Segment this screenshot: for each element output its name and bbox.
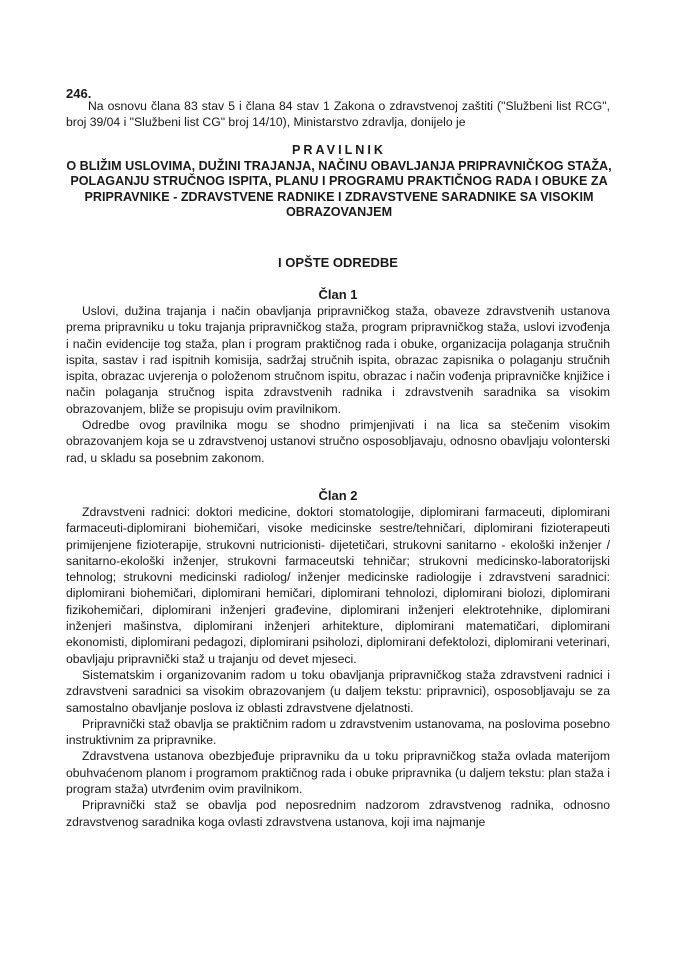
article-2-body — [66, 504, 610, 830]
article-2-paragraph: Zdravstveni radnici: doktori medicine, doktori stomatologije, diplomirani farmaceuti, diplomirani farmaceuti-diplomirani biohemičari, visoke medicinske sestre/tehničari, diplomirani fizioterapeuti primijenjene fizioterapije, strukovni nutricionisti- dijetetičari, strukovni sanitarno - ekološki inženjer / sanitarno-ekološki inženjer, strukovni farmaceutski tehničar; strukovni medicinsko-laboratorijski tehnolog; strukovni medicinski radiolog/ inženjer medicinske radiologije i zdravstveni saradnici: diplomirani biohemičari, diplomirani hemičari, diplomirani tehnolozi, diplomirani biolozi, diplomirani fizikohemičari, diplomirani inženjeri građevine, diplomirani inženjeri elektrotehnike, diplomirani inženjeri mašinstva, diplomirani inženjeri arhitekture, diplomirani matematičari, diplomirani ekonomisti, diplomirani pedagozi, diplomirani psiholozi, diplomirani defektolozi, diplomirani veterinari, obavljaju pripravnički staž u trajanju od devet mjeseci. — [66, 505, 610, 666]
article-1-heading: Član 1 — [318, 287, 358, 302]
article-1-paragraph: Odredbe ovog pravilnika mogu se shodno primjenjivati i na lica sa stečenim visokim obrazovanjem koja se u zdravstvenoj ustanovi stručno osposobljavaju, odnosno obavljaju volonterski rad, u skladu sa posebnim zakonom. — [66, 418, 610, 465]
article-2-paragraph: Pripravnički staž se obavlja pod neposrednim nadzorom zdravstvenog radnika, odnosno zdravstvenog saradnika koga ovlasti zdravstvena ustanova, koji ima najmanje — [66, 798, 610, 829]
article-1-body — [66, 303, 610, 466]
document-number: 246. — [66, 86, 92, 101]
article-1-paragraph: Uslovi, dužina trajanja i način obavljanja pripravničkog staža, obaveze zdravstvenih ustanova prema pripravniku u toku trajanja pripravničkog staža, program pripravničkog staža, uslovi izvođenja i način evidencije tog staža, plan i program praktičnog rada i obuke, organizacija polaganja stručnih ispita, sastav i rad ispitnih komisija, sadržaj stručnih ispita, obrazac zapisnika o polaganju stručnih ispita, obrazac uvjerenja o položenom stručnom ispitu, obrazac i način vođenja pripravničke knjižice i način polaganja stručnog ispita zdravstvenih radnika i zdravstvenih saradnika sa visokim obrazovanjem, bliže se propisuju ovim pravilnikom. — [66, 304, 610, 416]
section-heading: I OPŠTE ODREDBE — [278, 255, 398, 270]
article-2-paragraph: Zdravstvena ustanova obezbjeđuje pripravniku da u toku pripravničkog staža ovlada materijom obuhvaćenom planom i programom praktičnog rada i obuke pripravnika (u daljem tekstu: plan staža i program staža) utvrđenim ovim pravilnikom. — [66, 749, 610, 797]
document-title — [56, 143, 622, 221]
article-2-heading: Član 2 — [318, 488, 358, 503]
intro-paragraph: Na osnovu člana 83 stav 5 i člana 84 stav 1 Zakona o zdravstvenoj zaštiti ("Službeni list RCG", broj 39/04 i "Službeni list CG" broj 14/10), Ministarstvo zdravlja, donijelo je — [66, 99, 610, 130]
title-text: O BLIŽIM USLOVIMA, DUŽINI TRAJANJA, NAČINU OBAVLJANJA PRIPRAVNIČKOG STAŽA, POLAGANJU STRUČNOG ISPITA, PLANU I PROGRAMU PRAKTIČNOG RADA I OBUKE ZA PRIPRAVNIKE - ZDRAVSTVENE RADNIKE I ZDRAVSTVENE SARADNIKE SA VISOKIM OBRAZOVANJEM — [66, 158, 612, 220]
title-label: PRAVILNIK — [292, 143, 386, 157]
article-2-paragraph: Sistematskim i organizovanim radom u toku obavljanja pripravničkog staža zdravstveni radnici i zdravstveni saradnici sa visokim obrazovanjem (u daljem tekstu: pripravnici), osposobljavaju se za samostalno obavljanje poslova iz oblasti zdravstvene djelatnosti. — [66, 667, 610, 715]
article-2-paragraph: Pripravnički staž obavlja se praktičnim radom u zdravstvenim ustanovama, na poslovima posebno instruktivnim za pripravnike. — [66, 716, 610, 748]
